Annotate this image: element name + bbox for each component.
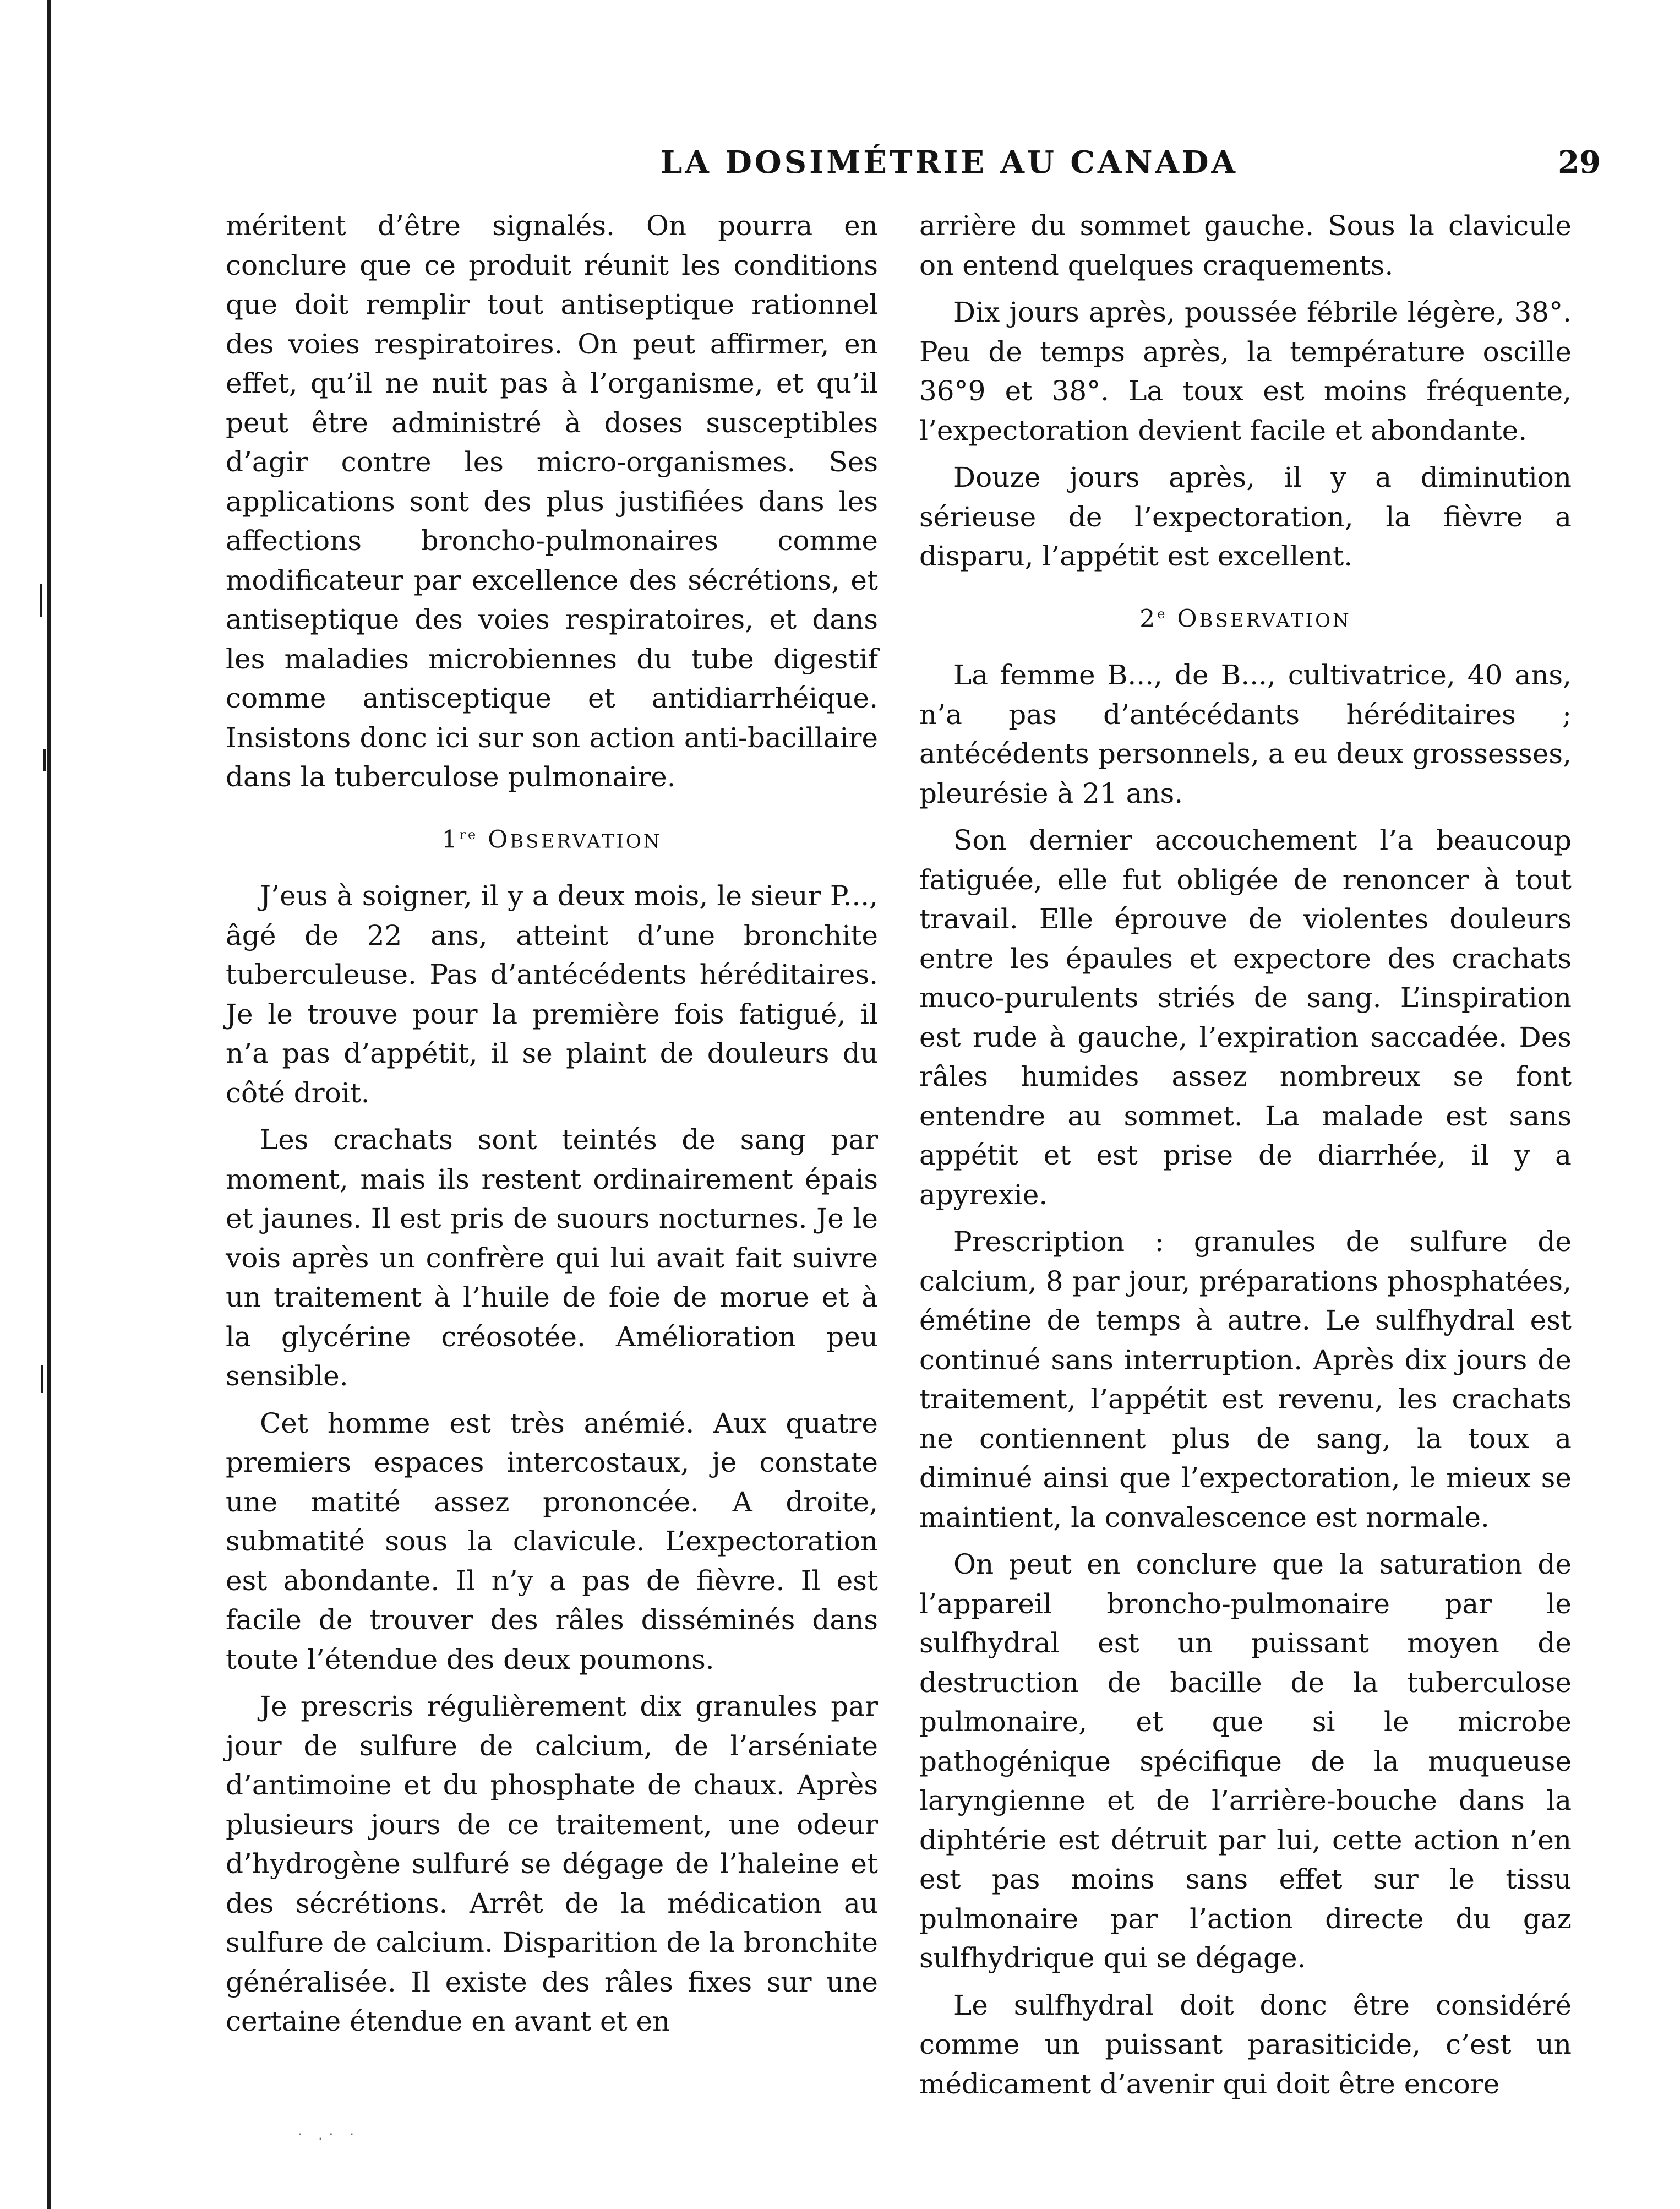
paragraph: J’eus à soigner, il y a deux mois, le sieur P..., âgé de 22 ans, atteint d’une bronchite tuberculeuse. Pas d’antécédents héréditaires. Je le trouve pour la première fois fatigué, il n’a pas d’appétit, il se plaint de douleurs du côté droit. xyxy=(226,880,878,1109)
paragraph: Je prescris régulièrement dix granules par jour de sulfure de calcium, de l’arséniate d’antimoine et du phosphate de chaux. Après plusieurs jours de ce traitement, une odeur d’hydrogène sulfuré se dégage de l’haleine et des sécrétions. Arrêt de la médication au sulfure de calcium. Disparition de la bronchite généralisée. Il existe des râles fixes sur une certaine étendue en avant et en xyxy=(226,1690,878,2038)
paragraph: arrière du sommet gauche. Sous la clavicule on entend quelques craquements. xyxy=(919,210,1572,281)
paragraph: Son dernier accouchement l’a beaucoup fatiguée, elle fut obligée de renoncer à tout travail. Elle éprouve de violentes douleurs entre les épaules et expectore des crachats muco-purulents striés de sang. L’inspiration est rude à gauche, l’expiration saccadée. Des râles humides assez nombreux se font entendre au sommet. La malade est sans appétit et est prise de diarrhée, il y a apyrexie. xyxy=(919,824,1572,1211)
binding-edge-mark xyxy=(41,1365,43,1393)
page-number: 29 xyxy=(1558,144,1601,181)
heading-ordinal: re xyxy=(459,826,478,842)
heading-ordinal: e xyxy=(1157,606,1168,622)
heading-initial: O xyxy=(1177,605,1199,633)
binding-edge-mark xyxy=(40,584,42,617)
paragraph: Cet homme est très anémié. Aux quatre premiers espaces intercostaux, je constate une matité assez prononcée. A droite, submatité sous la clavicule. L’expectoration est abondante. Il n’y a pas de fièvre. Il est facile de trouver des râles disséminés dans toute l’étendue des deux poumons. xyxy=(226,1407,878,1675)
heading-number: 2 xyxy=(1139,605,1158,633)
paragraph: Le sulfhydral doit donc être considéré comme un puissant parasiticide, c’est un médicament d’avenir qui doit être encore xyxy=(919,1989,1572,2100)
paragraph: Les crachats sont teintés de sang par moment, mais ils restent ordinairement épais et jaunes. Il est pris de suours nocturnes. Je le vois après un confrère qui lui avait fait suivre un traitement à l’huile de foie de morue et à la glycérine créosotée. Amélioration peu sensible. xyxy=(226,1124,878,1392)
heading-rest: BSERVATION xyxy=(510,830,662,853)
section-heading-observation-2 xyxy=(919,597,1572,638)
running-head: LA DOSIMÉTRIE AU CANADA xyxy=(661,144,1239,181)
paragraph: Dix jours après, poussée fébrile légère, 38°. Peu de temps après, la température oscille 36°9 et 38°. La toux est moins fréquente, l’expectoration devient facile et abondante. xyxy=(919,296,1572,447)
heading-rest: BSERVATION xyxy=(1199,610,1351,632)
paragraph: méritent d’être signalés. On pourra en conclure que ce produit réunit les conditions que doit remplir tout antiseptique rationnel des voies respiratoires. On peut affirmer, en effet, qu’il ne nuit pas à l’organisme, et qu’il peut être administré à doses susceptibles d’agir contre les micro-organismes. Ses applications sont des plus justifiées dans les affections broncho-pulmonaires comme modificateur par excellence des sécrétions, et antiseptique des voies respiratoires, et dans les maladies microbiennes du tube digestif comme antisceptique et antidiarrhéique. Insistons donc ici sur son action anti-bacillaire dans la tuberculose pulmonaire. xyxy=(226,210,878,793)
heading-initial: O xyxy=(488,825,510,854)
section-heading-observation-1 xyxy=(226,818,878,858)
paragraph: La femme B..., de B..., cultivatrice, 40 ans, n’a pas d’antécédants héréditaires ; antécédents personnels, a eu deux grossesses, pleurésie à 21 ans. xyxy=(919,659,1572,809)
paragraph: Prescription : granules de sulfure de calcium, 8 par jour, préparations phosphatées, émétine de temps à autre. Le sulfhydral est continué sans interruption. Après dix jours de traitement, l’appétit est revenu, les crachats ne contiennent plus de sang, la toux a diminué ainsi que l’expectoration, le mieux se maintient, la convalescence est normale. xyxy=(919,1226,1572,1533)
right-column xyxy=(919,206,1572,2112)
binding-edge-mark xyxy=(43,749,46,771)
heading-number: 1 xyxy=(441,825,460,854)
scan-specks: · .· · xyxy=(297,2125,360,2143)
binding-edge-line xyxy=(47,0,51,2209)
paragraph: On peut en conclure que la saturation de l’appareil broncho-pulmonaire par le sulfhydral est un puissant moyen de destruction de bacille de la tuberculose pulmonaire, et que si le microbe pathogénique spécifique de la muqueuse laryngienne et de l’arrière-bouche dans la diphtérie est détruit par lui, cette action n’en est pas moins sans effet sur le tissu pulmonaire par l’action directe du gaz sulfhydrique qui se dégage. xyxy=(919,1548,1572,1974)
paragraph: Douze jours après, il y a diminution sérieuse de l’expectoration, la fièvre a disparu, l’appétit est excellent. xyxy=(919,461,1572,572)
left-column xyxy=(226,206,878,2049)
